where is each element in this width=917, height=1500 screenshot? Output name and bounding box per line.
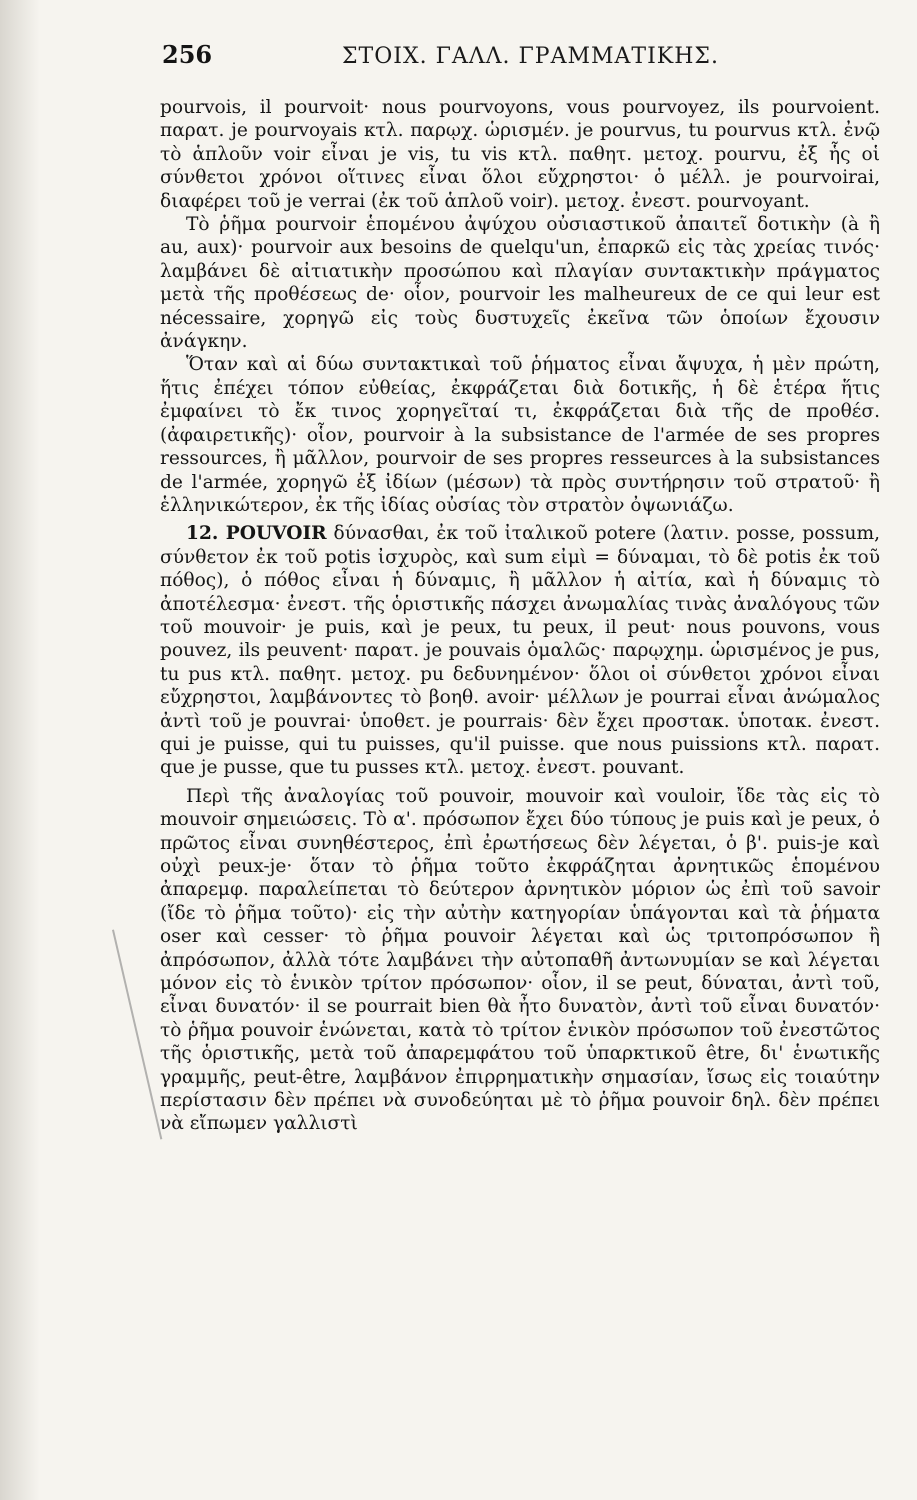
page-gutter-shadow	[0, 0, 40, 1500]
paragraph-3: Ὅταν καὶ αἱ δύω συντακτικαὶ τοῦ ῥήματος εἶναι ἄψυχα, ἡ μὲν πρώτη, ἥτις ἐπέχει τόπον εὐθείας, ἐκφράζεται διὰ δοτικῆς, ἡ δὲ ἑτέρα ἥτις ἐμφαίνει τὸ ἔκ τινος χορηγεῖταί τι, ἐκφράζεται διὰ τῆς de προθέσ. (ἀφαιρετικῆς)· οἷον, pourvoir à la subsistance de l'armée de ses propres ressources, ἢ μᾶλλον, pourvoir de ses propres resseurces à la subsistances de l'armée, χορηγῶ ἐξ ἰδίων (μέσων) τὰ πρὸς συντήρησιν τοῦ στρατοῦ· ἢ ἑλληνικώτερον, ἐκ τῆς ἰδίας οὐσίας τὸν στρατὸν ὀψωνιάζω.	[160, 354, 880, 516]
margin-pencil-line	[112, 930, 162, 1140]
entry-body: δύνασθαι, ἐκ τοῦ ἰταλικοῦ potere (λατιν. posse, possum, σύνθετον ἐκ τοῦ potis ἰσχυρὸς, καὶ sum εἰμὶ = δύναμαι, τὸ δὲ potis ἐκ τοῦ πόθος), ὁ πόθος εἶναι ἡ δύναμις, ἢ μᾶλλον ἡ αἰτία, καὶ ἡ δύναμις τὸ ἀποτέλεσμα· ἐνεστ. τῆς ὁριστικῆς πάσχει ἀνωμαλίας τινὰς ἀναλόγους τῶν τοῦ mouvoir· je puis, καὶ je peux, tu peux, il peut· nous pouvons, vous pouvez, ils peuvent· παρατ. je pouvais ὁμαλῶς· παρῳχημ. ὡρισμένος je pus, tu pus κτλ. παθητ. μετοχ. pu δεδυνημένον· ὅλοι οἱ σύνθετοι χρόνοι εἶναι εὔχρηστοι, λαμβάνοντες τὸ βοηθ. avoir· μέλλων je pourrai εἶναι ἀνώμαλος ἀντὶ τοῦ je pouvrai· ὑποθετ. je pourrais· δὲν ἔχει προστακ. ὑποτακ. ἐνεστ. qui je puisse, qui tu puisses, qu'il puisse. que nous puissions κτλ. παρατ. que je pusse, que tu pusses κτλ. μετοχ. ἐνεστ. pouvant.	[160, 523, 880, 779]
main-text	[160, 96, 880, 1136]
paragraph-1: pourvois, il pourvoit· nous pourvoyons, vous pourvoyez, ils pourvoient. παρατ. je pourvoyais κτλ. παρῳχ. ὡρισμέν. je pourvus, tu pourvus κτλ. ἐνῷ τὸ ἁπλοῦν voir εἶναι je vis, tu vis κτλ. παθητ. μετοχ. pourvu, ἐξ ἧς οἱ σύνθετοι χρόνοι οἵτινες εἶναι ὅλοι εὔχρηστοι· ὁ μέλλ. je pourvoirai, διαφέρει τοῦ je verrai (ἐκ τοῦ ἁπλοῦ voir). μετοχ. ἐνεστ. pourvoyant.	[160, 97, 880, 212]
page-header	[162, 40, 862, 80]
running-head: ΣΤΟΙΧ. ΓΑΛΛ. ΓΡΑΜΜΑΤΙΚΗΣ.	[342, 44, 719, 69]
paragraph-2: Τὸ ῥῆμα pourvoir ἑπομένου ἀψύχου οὐσιαστικοῦ ἀπαιτεῖ δοτικὴν (à ἢ au, aux)· pourvoir aux besoins de quelqu'un, ἐπαρκῶ εἰς τὰς χρείας τινός· λαμβάνει δὲ αἰτιατικὴν προσώπου καὶ πλαγίαν συντακτικὴν πράγματος μετὰ τῆς προθέσεως de· οἷον, pourvoir les malheureux de ce qui leur est nécessaire, χορηγῶ εἰς τοὺς δυστυχεῖς ἐκεῖνα τῶν ὁποίων ἔχουσιν ἀνάγκην.	[160, 214, 880, 353]
page-number: 256	[162, 40, 213, 69]
entry-pouvoir	[160, 522, 880, 779]
paragraph-5: Περὶ τῆς ἀναλογίας τοῦ pouvoir, mouvoir καὶ vouloir, ἴδε τὰς εἰς τὸ mouvoir σημειώσεις. Τὸ α'. πρόσωπον ἔχει δύο τύπους je puis καὶ je peux, ὁ πρῶτος εἶναι συνηθέστερος, ἐπὶ ἐρωτήσεως δὲν λέγεται, ὁ β'. puis-je καὶ οὐχὶ peux-je· ὅταν τὸ ῥῆμα τοῦτο ἐκφράζηται ἀρνητικῶς ἑπομένου ἀπαρεμφ. παραλείπεται τὸ δεύτερον ἀρνητικὸν μόριον ὡς ἐπὶ τοῦ savoir (ἴδε τὸ ῥῆμα τοῦτο)· εἰς τὴν αὐτὴν κατηγορίαν ὑπάγονται καὶ τὰ ῥήματα oser καὶ cesser· τὸ ῥῆμα pouvoir λέγεται καὶ ὡς τριτοπρόσωπον ἢ ἀπρόσωπον, ἀλλὰ τότε λαμβάνει τὴν αὐτοπαθῆ ἀντωνυμίαν se καὶ λέγεται μόνον εἰς τὸ ἑνικὸν τρίτον πρόσωπον· οἷον, il se peut, δύναται, ἀντὶ τοῦ, εἶναι δυνατόν· il se pourrait bien θὰ ἦτο δυνατὸν, ἀντὶ τοῦ εἶναι δυνατόν· τὸ ῥῆμα pouvoir ἑνώνεται, κατὰ τὸ τρίτον ἑνικὸν πρόσωπον τοῦ ἐνεστῶτος τῆς ὁριστικῆς, μετὰ τοῦ ἀπαρεμφάτου τοῦ ὑπαρκτικοῦ être, δι' ἑνωτικῆς γραμμῆς, peut-être, λαμβάνον ἐπιρρηματικὴν σημασίαν, ἴσως εἰς τοιαύτην περίστασιν δὲν πρέπει νὰ συνοδεύηται μὲ τὸ ῥῆμα pouvoir δηλ. δὲν πρέπει νὰ εἴπωμεν γαλλιστὶ	[160, 785, 880, 1135]
entry-heading: 12. POUVOIR	[186, 523, 327, 545]
